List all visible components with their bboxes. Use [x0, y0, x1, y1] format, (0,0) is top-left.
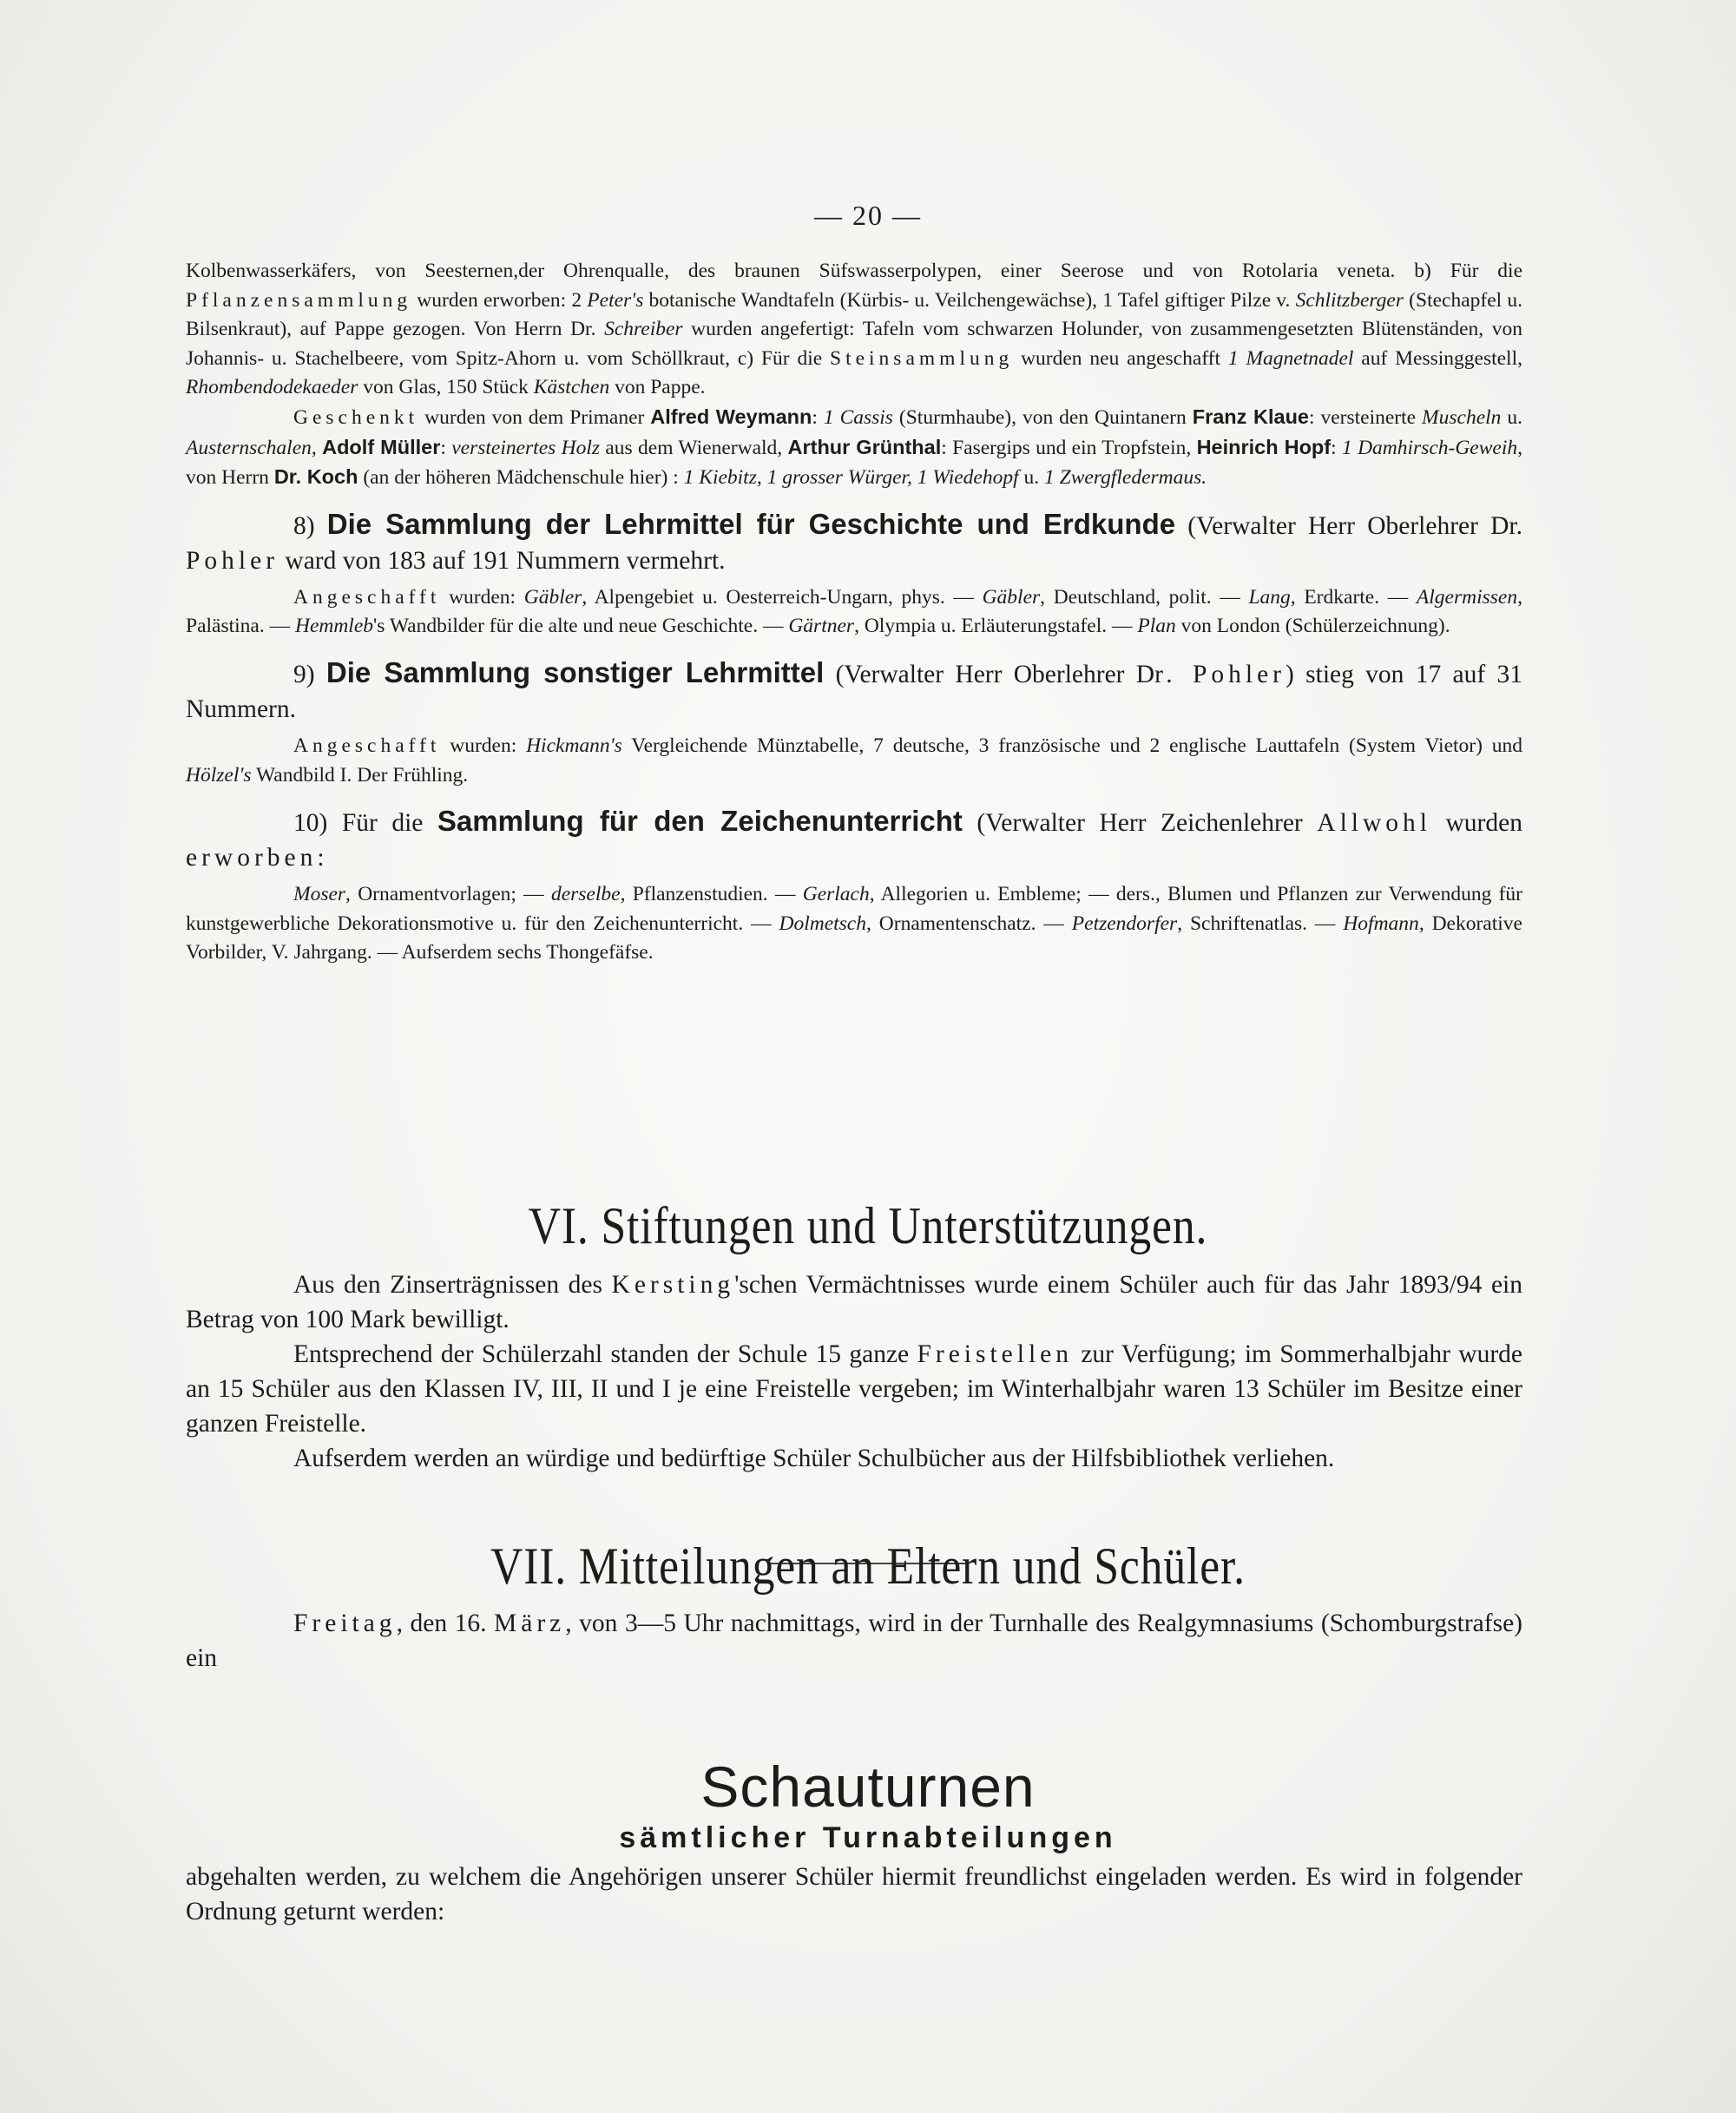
section-6-body — [186, 1267, 1522, 1476]
page-number: — 20 — — [814, 200, 922, 231]
schauturnen-title: Schauturnen — [700, 1754, 1036, 1819]
section-9-acquisitions: Angeschafft wurden: Hickmann's Vergleichende Münztabelle, 7 deutsche, 3 französische und 2 englische Lauttafeln (System Vietor) und Hölzel's Wandbild I. Der Frühling. — [186, 734, 1522, 787]
section-5-continuation — [186, 257, 1522, 968]
section-9-heading: 9) Die Sammlung sonstiger Lehrmittel (Verwalter Herr Oberlehrer Dr. Pohler) stieg von 17 auf 31 Nummern. — [186, 655, 1523, 723]
schauturnen-announcement: Freitag, den 16. März, von 3—5 Uhr nachmittags, wird in der Turnhalle des Realgymnasiums (Schomburgstrafse) ein — [186, 1609, 1522, 1672]
donations-paragraph: Geschenkt wurden von dem Primaner Alfred Weymann: 1 Cassis (Sturmhaube), von den Quintanern Franz Klaue: versteinerte Muscheln u. Austernschalen, Adolf Müller: versteinertes Holz aus dem Wienerwald, Arthur Grünthal: Fasergips und ein Tropfstein, Heinrich Hopf: 1 Damhirsch-Geweih, von Herrn Dr. Koch (an der höheren Mädchenschule hier) : 1 Kiebitz, 1 grosser Würger, 1 Wiedehopf u. 1 Zwergfledermaus. — [186, 405, 1523, 490]
section-7-outro — [186, 1860, 1522, 1929]
section-8-acquisitions: Angeschafft wurden: Gäbler, Alpengebiet u. Oesterreich-Ungarn, phys. — Gäbler, Deutschland, polit. — Lang, Erdkarte. — Algermissen, Palästina. — Hemmleb's Wandbilder für die alte und neue Geschichte. — Gärtner, Olympia u. Erläuterungstafel. — Plan von London (Schülerzeichnung). — [186, 585, 1522, 638]
section-8-heading: 8) Die Sammlung der Lehrmittel für Geschichte und Erdkunde (Verwalter Herr Oberlehrer Dr. Pohler ward von 183 auf 191 Nummern vermehrt. — [186, 507, 1523, 575]
section-10-heading: 10) Für die Sammlung für den Zeichenunterricht (Verwalter Herr Zeichenlehrer Allwohl wurden erworben: — [186, 805, 1522, 872]
invitation-paragraph: abgehalten werden, zu welchem die Angehörigen unserer Schüler hiermit freundlichst eingeladen werden. Es wird in folgender Ordnung geturnt werden: — [186, 1863, 1522, 1925]
section-7-title: VII. Mitteilungen an Eltern und Schüler. — [490, 1537, 1246, 1595]
section-6-title: VI. Stiftungen und Unterstützungen. — [528, 1197, 1208, 1254]
section-7-intro — [186, 1606, 1522, 1675]
schauturnen-subtitle: sämtlicher Turnabteilungen — [619, 1821, 1117, 1854]
section-10-acquisitions: Moser, Ornamentvorlagen; — derselbe, Pflanzenstudien. — Gerlach, Allegorien u. Embleme; — ders., Blumen und Pflanzen zur Verwendung für kunstgewerbliche Dekorationsmotive u. für den Zeichenunterricht. — Dolmetsch, Ornamentenschatz. — Petzendorfer, Schriftenatlas. — Hofmann, Dekorative Vorbilder, V. Jahrgang. — Aufserdem sechs Thongefäfse. — [186, 883, 1522, 964]
kersting-paragraph: Aus den Zinserträgnissen des Kersting'schen Vermächtnisses wurde einem Schüler auch für das Jahr 1893/94 ein Betrag von 100 Mark bewilligt. — [186, 1271, 1522, 1333]
hilfsbibliothek-paragraph: Aufserdem werden an würdige und bedürftige Schüler Schulbücher aus der Hilfsbibliothek verliehen. — [293, 1445, 1335, 1472]
collections-paragraph: Kolbenwasserkäfers, von Seesternen,der Ohrenqualle, des braunen Süfswasserpolypen, einer Seerose und von Rotolaria veneta. b) Für die Pflanzensammlung wurden erworben: 2 Peter's botanische Wandtafeln (Kürbis- u. Veilchengewächse), 1 Tafel giftiger Pilze v. Schlitzberger (Stechapfel u. Bilsenkraut), auf Pappe gezogen. Von Herrn Dr. Schreiber wurden angefertigt: Tafeln vom schwarzen Holunder, von zusammengesetzten Blütenständen, von Johannis- u. Stachelbeere, vom Spitz-Ahorn u. vom Schöllkraut, c) Für die Steinsammlung wurden neu angeschafft 1 Magnetnadel auf Messinggestell, Rhombendodekaeder von Glas, 150 Stück Kästchen von Pappe. — [186, 260, 1522, 399]
freistellen-paragraph: Entsprechend der Schülerzahl standen der Schule 15 ganze Freistellen zur Verfügung; im Sommerhalbjahr wurde an 15 Schüler aus den Klassen IV, III, II und I je eine Freistelle vergeben; im Winterhalbjahr waren 13 Schüler im Besitze einer ganzen Freistelle. — [186, 1340, 1522, 1438]
